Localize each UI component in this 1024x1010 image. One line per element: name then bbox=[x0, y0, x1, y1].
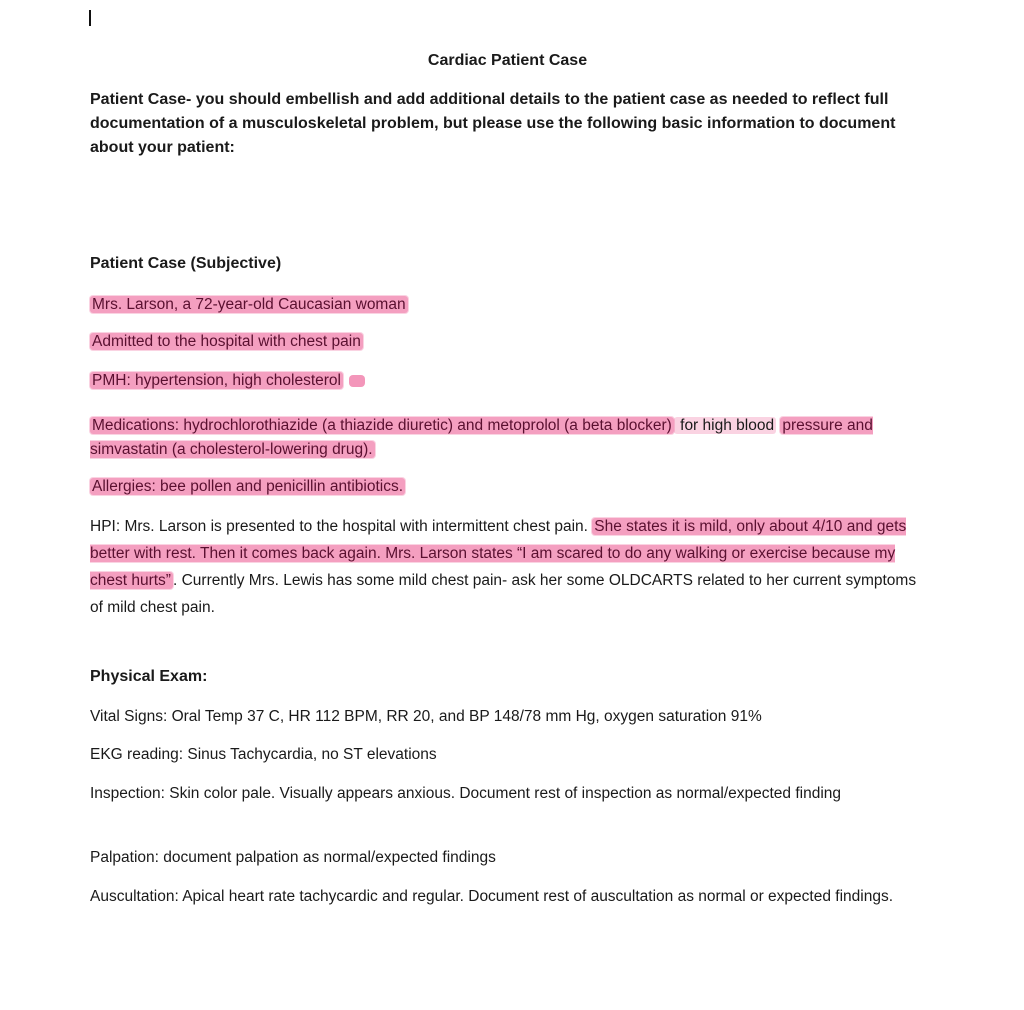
vital-signs-line: Vital Signs: Oral Temp 37 C, HR 112 BPM, RR 20, and BP 148/78 mm Hg, oxygen saturation 91% bbox=[90, 708, 762, 725]
hpi-text-3: . Currently Mrs. Lewis has some mild chest pain- ask her some OLDCARTS related to her current symptoms of mild chest pain. bbox=[90, 572, 917, 616]
medications-line bbox=[90, 414, 920, 462]
allergies-line bbox=[90, 474, 920, 499]
text-cursor bbox=[89, 10, 91, 26]
medications-text-2: for high blood bbox=[675, 417, 775, 434]
hpi-text-2: She states it is mild, only about 4/10 and gets better with rest. Then it comes back again. Mrs. Larson states “I am scared to do any walking or exercise because my chest hurts” bbox=[90, 518, 907, 589]
admitted-line bbox=[90, 329, 920, 354]
inspection-line: Inspection: Skin color pale. Visually appears anxious. Document rest of inspection as normal/expected finding bbox=[90, 785, 842, 802]
auscultation-line: Auscultation: Apical heart rate tachycardic and regular. Document rest of auscultation as normal or expected findings. bbox=[90, 888, 893, 905]
allergies-line-text: Allergies: bee pollen and penicillin antibiotics. bbox=[92, 478, 404, 495]
pmh-line-text: PMH: hypertension, high cholesterol bbox=[92, 372, 341, 389]
subjective-heading: Patient Case (Subjective) bbox=[90, 255, 282, 272]
highlight-mark bbox=[349, 375, 365, 387]
medications-text-1: Medications: hydrochlorothiazide (a thiazide diuretic) and metoprolol (a beta blocker) bbox=[92, 417, 672, 434]
hpi-paragraph bbox=[90, 513, 920, 621]
document-title: Cardiac Patient Case bbox=[427, 52, 588, 69]
hpi-text-1: HPI: Mrs. Larson is presented to the hospital with intermittent chest pain. bbox=[90, 518, 593, 535]
patient-line-text: Mrs. Larson, a 72-year-old Caucasian woman bbox=[92, 296, 406, 313]
pmh-line bbox=[90, 368, 920, 393]
physical-exam-heading: Physical Exam: bbox=[90, 668, 208, 685]
admitted-line-text: Admitted to the hospital with chest pain bbox=[92, 333, 361, 350]
medications-text-3: pressure and simvastatin (a cholesterol-lowering drug). bbox=[90, 417, 873, 458]
patient-line bbox=[90, 292, 920, 317]
palpation-line: Palpation: document palpation as normal/expected findings bbox=[90, 849, 496, 866]
ekg-line: EKG reading: Sinus Tachycardia, no ST elevations bbox=[90, 746, 437, 763]
intro-paragraph: Patient Case- you should embellish and add additional details to the patient case as needed to reflect full documentation of a musculoskeletal problem, but please use the following basic information to document about your patient: bbox=[90, 91, 896, 156]
